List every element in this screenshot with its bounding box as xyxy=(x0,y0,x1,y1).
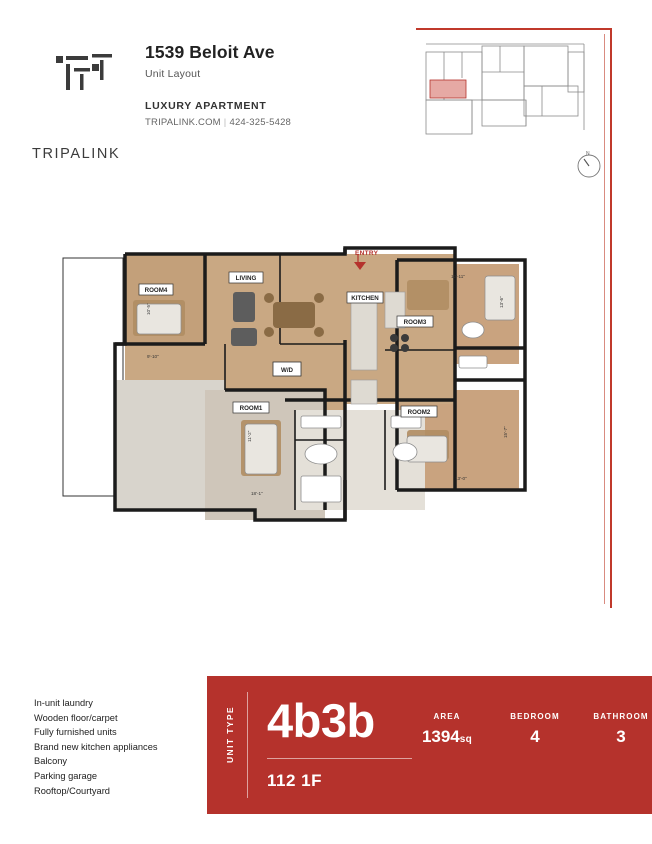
bedroom-value: 4 xyxy=(530,727,540,746)
unit-type-value: 4b3b xyxy=(267,694,375,747)
summary-divider xyxy=(247,692,248,798)
key-plan-thumbnail xyxy=(424,38,594,146)
list-item: Wooden floor/carpet xyxy=(34,712,118,723)
stat-bedroom xyxy=(495,712,575,747)
website-link[interactable]: TRIPALINK.COM xyxy=(145,117,221,128)
svg-text:15'-7": 15'-7" xyxy=(503,426,508,438)
svg-text:9'-10": 9'-10" xyxy=(147,354,159,359)
svg-text:KITCHEN: KITCHEN xyxy=(351,295,379,302)
svg-text:N: N xyxy=(586,151,590,157)
unit-number: 112 1F xyxy=(267,771,322,790)
svg-text:ROOM2: ROOM2 xyxy=(407,409,431,416)
stat-bathroom xyxy=(573,712,652,747)
list-item: Rooftop/Courtyard xyxy=(34,785,110,796)
svg-text:ROOM3: ROOM3 xyxy=(403,319,427,326)
area-value: 1394 xyxy=(421,727,460,746)
area-label: AREA xyxy=(433,712,461,721)
svg-text:18'-1": 18'-1" xyxy=(251,491,263,496)
list-item: Fully furnished units xyxy=(34,727,117,738)
list-item: Brand new kitchen appliances xyxy=(34,741,158,752)
list-item: Parking garage xyxy=(34,770,98,781)
title-block xyxy=(145,42,275,80)
svg-text:11'-2": 11'-2" xyxy=(247,430,252,442)
list-item: Balcony xyxy=(34,756,68,767)
entry-label: ENTRY xyxy=(355,250,379,257)
page-subtitle: Unit Layout xyxy=(145,68,201,80)
brand-logo xyxy=(32,38,136,162)
vertical-red-rule-secondary xyxy=(604,34,605,604)
stat-area xyxy=(399,712,495,747)
unit-summary-bar xyxy=(207,676,652,814)
unit-type-label: UNIT TYPE xyxy=(225,706,235,763)
area-unit: sq xyxy=(459,734,473,745)
bathroom-label: BATHROOM xyxy=(593,712,649,721)
svg-text:ROOM4: ROOM4 xyxy=(144,287,168,294)
features-list xyxy=(34,696,214,798)
svg-text:ROOM1: ROOM1 xyxy=(239,405,263,412)
bedroom-label: BEDROOM xyxy=(510,712,560,721)
svg-text:LIVING: LIVING xyxy=(235,275,257,282)
floor-plan xyxy=(55,240,555,540)
svg-text:10'-5": 10'-5" xyxy=(146,303,151,315)
compass-icon xyxy=(572,148,606,182)
phone-number[interactable]: 424-325-5428 xyxy=(229,117,292,128)
brand-wordmark: TRIPALINK xyxy=(32,146,121,162)
page-title: 1539 Beloit Ave xyxy=(145,42,275,62)
list-item: In-unit laundry xyxy=(34,698,93,708)
document-header xyxy=(0,0,652,160)
horizontal-red-rule xyxy=(416,28,612,30)
tripalink-logo-icon xyxy=(56,38,114,94)
contact-line xyxy=(145,117,291,128)
category-label: LUXURY APARTMENT xyxy=(145,100,267,112)
svg-text:W/D: W/D xyxy=(280,367,294,374)
svg-text:13'-6": 13'-6" xyxy=(499,296,504,308)
contact-separator: | xyxy=(223,117,227,128)
svg-text:12'-11": 12'-11" xyxy=(451,274,465,279)
summary-underline xyxy=(267,758,412,759)
vertical-red-rule xyxy=(610,28,612,608)
svg-text:13'-0": 13'-0" xyxy=(455,476,467,481)
bathroom-value: 3 xyxy=(616,727,626,746)
